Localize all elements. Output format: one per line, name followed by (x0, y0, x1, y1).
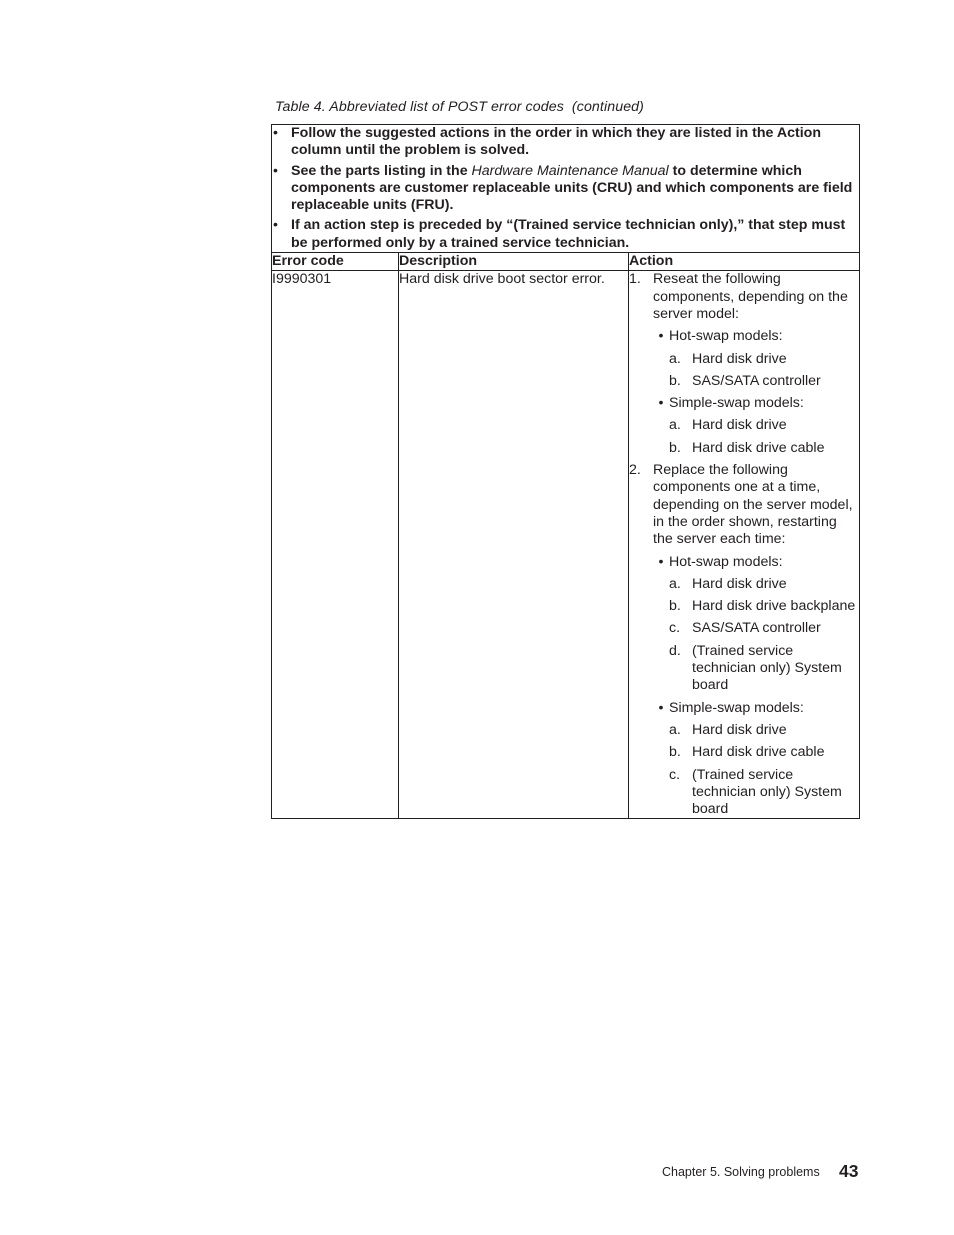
component-text: (Trained service technician only) System board (692, 766, 842, 818)
model-group-label: Hot-swap models: (669, 328, 783, 345)
component-text: Hard disk drive (692, 721, 787, 738)
component-item (653, 767, 859, 819)
model-group (653, 700, 859, 717)
component-letter: a. (669, 350, 681, 367)
component-letter: b. (669, 744, 681, 761)
table-caption-title: Table 4. Abbreviated list of POST error codes (275, 99, 564, 115)
component-letter: b. (669, 439, 681, 456)
note-text (291, 217, 859, 252)
table-caption-continued: (continued) (571, 99, 645, 115)
action-step (629, 462, 859, 818)
component-letter: c. (669, 620, 681, 637)
component-item (653, 351, 859, 368)
bullet-icon: • (658, 699, 664, 716)
component-letter: b. (669, 598, 681, 615)
note-text-part: to determine which components are customer replaceable units (CRU) and which components are field replaceable units (FRU). (291, 162, 853, 214)
bullet-icon: • (273, 162, 278, 179)
description-cell: Hard disk drive boot sector error. (399, 271, 629, 819)
bullet-icon: • (273, 217, 278, 234)
step-text: Reseat the following components, depending on the server model: (653, 271, 848, 322)
note-item (272, 163, 859, 215)
component-item (653, 598, 859, 615)
error-code-cell: I9990301 (272, 271, 399, 819)
bullet-icon: • (658, 395, 664, 412)
action-cell (629, 271, 860, 819)
component-letter: c. (669, 766, 681, 783)
header-row (272, 253, 860, 271)
component-letter: a. (669, 721, 681, 738)
step-text: Replace the following components one at a time, depending on the server model, in the order shown, restarting the server each time: (653, 462, 853, 548)
bullet-icon: • (273, 125, 278, 141)
footer-chapter: Chapter 5. Solving problems (662, 1165, 820, 1179)
table-caption (275, 99, 644, 115)
component-item (653, 722, 859, 739)
component-text: Hard disk drive backplane (692, 598, 856, 615)
note-text (291, 163, 859, 215)
component-item (653, 440, 859, 457)
step-body (653, 271, 859, 457)
notes-row (272, 125, 860, 253)
model-group-label: Hot-swap models: (669, 553, 783, 570)
header-error-code: Error code (272, 253, 399, 271)
model-group (653, 554, 859, 571)
component-item (653, 417, 859, 434)
bullet-icon: • (658, 328, 664, 345)
component-item (653, 643, 859, 695)
model-group (653, 328, 859, 345)
note-text-part: If an action step is preceded by “(Trained service technician only),” that step must be performed only by a trained service technician. (291, 217, 846, 251)
notes-cell (272, 125, 860, 253)
step-number: 2. (629, 462, 641, 479)
component-item (653, 620, 859, 637)
component-letter: a. (669, 575, 681, 592)
component-text: Hard disk drive cable (692, 744, 825, 761)
model-group-label: Simple-swap models: (669, 395, 804, 412)
component-letter: d. (669, 642, 681, 659)
component-letter: a. (669, 417, 681, 434)
component-text: (Trained service technician only) System board (692, 642, 842, 694)
component-text: SAS/SATA controller (692, 620, 821, 637)
bullet-icon: • (658, 553, 664, 570)
note-text-part: Follow the suggested actions in the order in which they are listed in the Action column until the problem is solved. (291, 125, 821, 159)
step-body (653, 462, 859, 818)
note-text-part: Hardware Maintenance Manual (471, 162, 669, 179)
component-text: Hard disk drive cable (692, 439, 825, 456)
component-text: Hard disk drive (692, 350, 787, 367)
note-item (272, 217, 859, 252)
component-text: SAS/SATA controller (692, 372, 821, 389)
note-text (291, 125, 859, 160)
header-action: Action (629, 253, 860, 271)
page-number: 43 (839, 1161, 859, 1181)
component-text: Hard disk drive (692, 417, 787, 434)
action-step (629, 271, 859, 457)
note-text-part: See the parts listing in the (291, 162, 472, 179)
step-number: 1. (629, 271, 641, 288)
header-description: Description (399, 253, 629, 271)
component-text: Hard disk drive (692, 575, 787, 592)
component-item (653, 373, 859, 390)
post-error-table (271, 124, 860, 819)
model-group-label: Simple-swap models: (669, 699, 804, 716)
model-group (653, 395, 859, 412)
component-item (653, 744, 859, 761)
table-row (272, 271, 860, 819)
component-item (653, 576, 859, 593)
component-letter: b. (669, 372, 681, 389)
note-item (272, 125, 859, 160)
